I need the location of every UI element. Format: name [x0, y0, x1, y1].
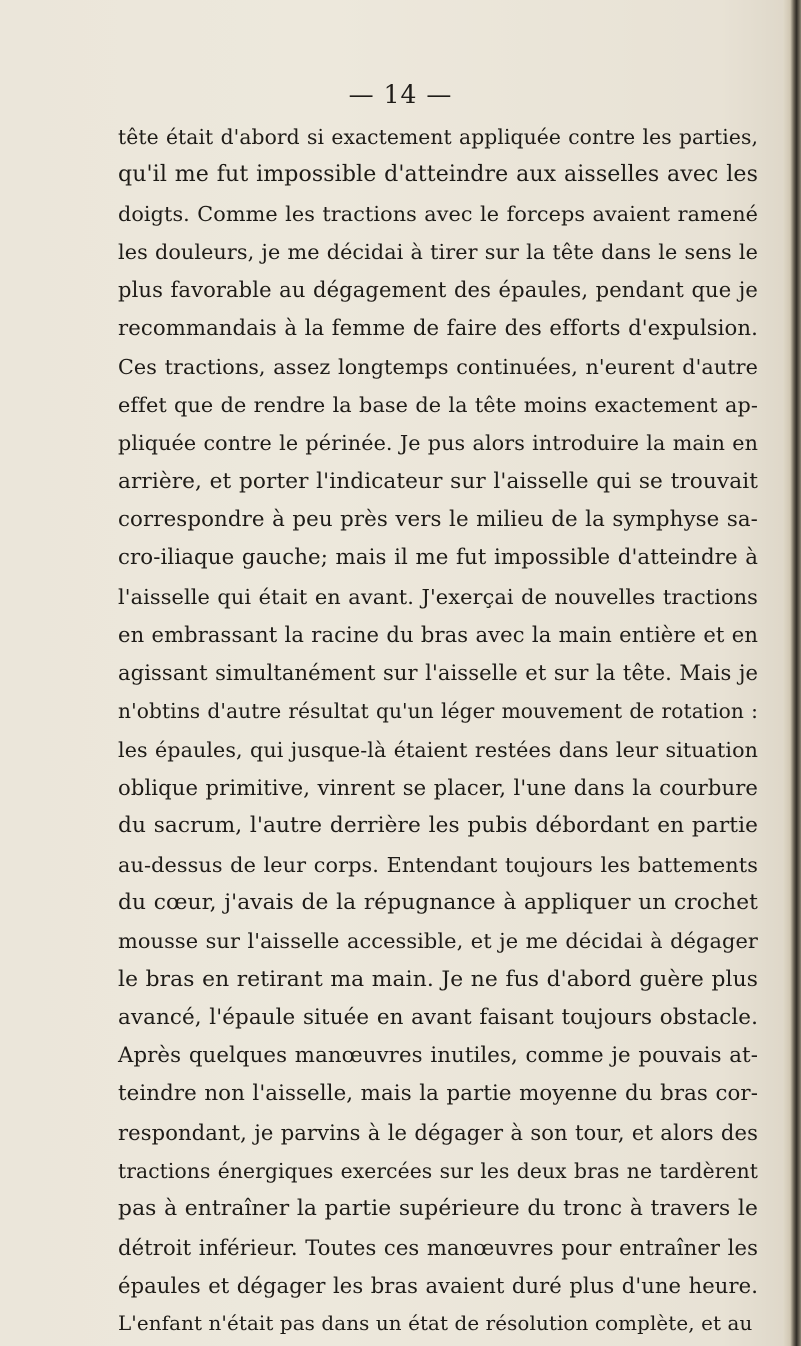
text-line: teindre non l'aisselle, mais la partie moyenne du bras cor-	[118, 1081, 758, 1107]
text-line: plus favorable au dégagement des épaules, pendant que je	[118, 277, 758, 303]
text-line: Ces tractions, assez longtemps continuées, n'eurent d'autre	[118, 354, 758, 379]
text-line: effet que de rendre la base de la tête moins exactement ap-	[118, 393, 758, 418]
text-line: correspondre à peu près vers le milieu de la symphyse sa-	[118, 506, 758, 532]
text-line: épaules et dégager les bras avaient duré plus d'une heure.	[118, 1272, 758, 1298]
text-line: recommandais à la femme de faire des efforts d'expulsion.	[118, 315, 758, 341]
text-line: pliquée contre le périnée. Je pus alors introduire la main en	[118, 431, 758, 456]
text-line: oblique primitive, vinrent se placer, l'une dans la courbure	[118, 775, 758, 801]
page-binding-edge	[783, 0, 801, 1346]
text-line: qu'il me fut impossible d'atteindre aux aisselles avec les	[118, 162, 758, 188]
text-line: doigts. Comme les tractions avec le forceps avaient ramené	[118, 201, 758, 226]
text-line: n'obtins d'autre résultat qu'un léger mouvement de rotation :	[118, 699, 758, 724]
text-line: les épaules, qui jusque-là étaient restées dans leur situation	[118, 737, 758, 762]
text-line: Après quelques manœuvres inutiles, comme je pouvais at-	[118, 1043, 758, 1069]
page-number: — 14 —	[348, 80, 453, 109]
text-line: du sacrum, l'autre derrière les pubis débordant en partie	[118, 813, 758, 839]
text-line: L'enfant n'était pas dans un état de résolution complète, et au	[118, 1312, 753, 1336]
text-line: détroit inférieur. Toutes ces manœuvres pour entraîner les	[118, 1234, 758, 1260]
text-line: avancé, l'épaule située en avant faisant toujours obstacle.	[118, 1004, 758, 1030]
text-line: tractions énergiques exercées sur les deux bras ne tardèrent	[118, 1159, 758, 1184]
text-line: pas à entraîner la partie supérieure du tronc à travers le	[118, 1196, 758, 1222]
text-line: arrière, et porter l'indicateur sur l'aisselle qui se trouvait	[118, 468, 758, 494]
text-line: agissant simultanément sur l'aisselle et sur la tête. Mais je	[118, 660, 758, 686]
text-line: au-dessus de leur corps. Entendant toujours les battements	[118, 852, 758, 877]
text-line: les douleurs, je me décidai à tirer sur la tête dans le sens le	[118, 239, 758, 264]
text-line: tête était d'abord si exactement appliquée contre les parties,	[118, 125, 758, 149]
text-line: cro-iliaque gauche; mais il me fut impossible d'atteindre à	[118, 545, 758, 571]
text-line: mousse sur l'aisselle accessible, et je me décidai à dégager	[118, 929, 758, 954]
body-text	[118, 118, 758, 1344]
text-line: l'aisselle qui était en avant. J'exerçai de nouvelles tractions	[118, 584, 758, 609]
text-line: respondant, je parvins à le dégager à son tour, et alors des	[118, 1119, 758, 1145]
text-line: en embrassant la racine du bras avec la main entière et en	[118, 621, 758, 647]
text-line: le bras en retirant ma main. Je ne fus d'abord guère plus	[118, 966, 758, 992]
text-line: du cœur, j'avais de la répugnance à appliquer un crochet	[118, 889, 758, 915]
